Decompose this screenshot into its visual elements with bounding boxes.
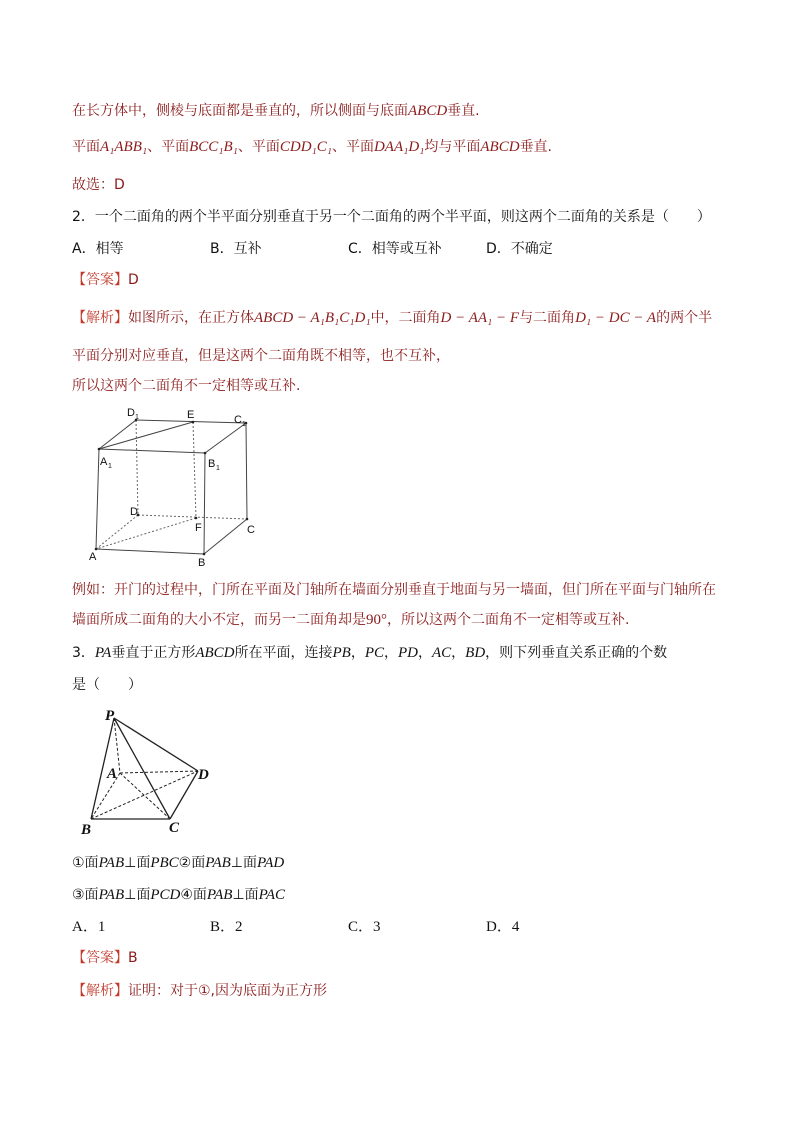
text-segment: ，所以这两个二面角不一定相等或互补. bbox=[387, 612, 630, 628]
label-e: E bbox=[187, 409, 195, 421]
q2-solution-line-2: 平面分别对应垂直，但是这两个二面角既不相等，也不互补， bbox=[72, 348, 450, 364]
text-segment: 如图所示，在正方体 bbox=[128, 310, 254, 326]
math-abcd: ABCD bbox=[195, 645, 235, 661]
text-segment: 、平面 bbox=[331, 139, 374, 155]
q3-option-d: D．4 bbox=[486, 919, 520, 935]
label-sub: 1 bbox=[216, 465, 220, 472]
question-number: 3． bbox=[72, 645, 95, 661]
q2-option-d: D．不确定 bbox=[486, 241, 553, 257]
q2-answer bbox=[72, 270, 139, 290]
math-cube: ABCD − A₁B₁C₁D₁ bbox=[254, 310, 371, 326]
text-segment: 的两个半 bbox=[656, 310, 713, 326]
math-pcd: PCD bbox=[150, 887, 181, 903]
label-b: B bbox=[81, 822, 92, 838]
math-abcd: ABCD bbox=[480, 139, 520, 155]
text-segment: 、平面 bbox=[237, 139, 280, 155]
label-d: D bbox=[198, 767, 209, 783]
cube-figure bbox=[86, 404, 266, 566]
math-pd: PD bbox=[398, 645, 418, 661]
math-plane-4: DAA₁D₁ bbox=[373, 139, 425, 155]
math-plane-1: A₁ABB₁ bbox=[100, 139, 148, 155]
perp-symbol: ⊥面 bbox=[232, 887, 259, 903]
separator: ， bbox=[384, 645, 398, 661]
q3-option-b: B．2 bbox=[210, 919, 243, 935]
separator: ， bbox=[418, 645, 432, 661]
text-segment: 垂直于正方形 bbox=[111, 645, 196, 661]
math-pad: PAD bbox=[257, 855, 285, 871]
choice-line: 故选：D bbox=[72, 177, 125, 193]
question-2-stem: 2．一个二面角的两个半平面分别垂直于另一个二面角的两个半平面，则这两个二面角的关系是（ ） bbox=[72, 209, 711, 225]
solution-tag: 【解析】 bbox=[72, 983, 128, 999]
label-c1: C bbox=[234, 414, 242, 426]
q2-solution-line-3: 所以这两个二面角不一定相等或互补. bbox=[72, 378, 301, 394]
math-pb: PB bbox=[332, 645, 351, 661]
q3-answer bbox=[72, 948, 138, 968]
math-ac: AC bbox=[432, 645, 452, 661]
label-f: F bbox=[195, 522, 202, 534]
answer-value: D bbox=[128, 272, 139, 288]
label-sub: 1 bbox=[135, 414, 139, 421]
q2-option-a: A．相等 bbox=[72, 241, 124, 257]
q2-option-b: B．互补 bbox=[210, 241, 262, 257]
label-sub: 1 bbox=[108, 463, 112, 470]
math-pab: PAB bbox=[206, 887, 233, 903]
math-plane-2: BCC₁B₁ bbox=[189, 139, 238, 155]
q3-solution bbox=[72, 981, 327, 1001]
text-line-2 bbox=[72, 137, 552, 157]
label-p: P bbox=[105, 708, 115, 724]
math-pc: PC bbox=[364, 645, 384, 661]
separator: ， bbox=[451, 645, 466, 661]
q3-option-c: C．3 bbox=[348, 919, 381, 935]
text-line-1 bbox=[72, 101, 480, 121]
math-pab: PAB bbox=[98, 887, 125, 903]
math-abcd: ABCD bbox=[408, 103, 448, 119]
label-b1: B bbox=[208, 458, 216, 470]
separator: ， bbox=[350, 645, 365, 661]
text-segment: 垂直. bbox=[519, 139, 553, 155]
math-90-degrees: 90° bbox=[366, 612, 387, 628]
label-sub: 1 bbox=[242, 421, 246, 428]
math-dihedral-1: D − AA₁ − F bbox=[440, 310, 520, 326]
label-c: C bbox=[247, 524, 255, 536]
q2-solution-line-1 bbox=[72, 308, 712, 328]
text-segment: 、平面 bbox=[147, 139, 190, 155]
text-segment: 与二面角 bbox=[519, 310, 576, 326]
text-segment: 墙面所成二面角的大小不定，而另一二面角却是 bbox=[72, 612, 366, 628]
answer-tag: 【答案】 bbox=[72, 272, 128, 288]
text-segment: 在长方体中，侧棱与底面都是垂直的，所以侧面与底面 bbox=[72, 103, 408, 119]
math-pa: PA bbox=[94, 645, 112, 661]
math-pac: PAC bbox=[258, 887, 286, 903]
solution-tag: 【解析】 bbox=[72, 310, 128, 326]
q3-option-a: A．1 bbox=[72, 919, 106, 935]
pyramid-figure bbox=[78, 706, 218, 838]
math-bd: BD bbox=[465, 645, 486, 661]
perp-symbol: ⊥面 bbox=[124, 855, 151, 871]
text-segment: 均与平面 bbox=[424, 139, 481, 155]
text-segment: ，则下列垂直关系正确的个数 bbox=[485, 645, 668, 661]
solution-text: 证明：对于①,因为底面为正方形 bbox=[128, 983, 328, 999]
text-segment: 中，二面角 bbox=[370, 310, 441, 326]
example-line-1: 例如：开门的过程中，门所在平面及门轴所在墙面分别垂直于地面与另一墙面，但门所在平面与门轴所在 bbox=[72, 582, 716, 598]
text-segment: ①面 bbox=[72, 855, 99, 871]
label-a: A bbox=[107, 766, 118, 782]
relations-line-1 bbox=[72, 853, 284, 873]
label-d: D bbox=[130, 506, 138, 518]
perp-symbol: ⊥面 bbox=[124, 887, 151, 903]
text-segment: 平面 bbox=[72, 139, 100, 155]
label-c: C bbox=[169, 820, 180, 836]
text-segment: ③面 bbox=[72, 887, 99, 903]
label-a1: A bbox=[100, 456, 108, 468]
answer-value: B bbox=[128, 950, 138, 966]
perp-symbol: ⊥面 bbox=[230, 855, 257, 871]
example-line-2 bbox=[72, 610, 629, 630]
q2-option-c: C．相等或互补 bbox=[348, 241, 442, 257]
text-segment: 所在平面，连接 bbox=[234, 645, 333, 661]
label-d1: D bbox=[127, 407, 135, 419]
text-segment: ②面 bbox=[178, 855, 206, 871]
math-dihedral-2: D₁ − DC − A bbox=[575, 310, 657, 326]
relations-line-2 bbox=[72, 885, 285, 905]
text-segment: ④面 bbox=[180, 887, 207, 903]
label-b: B bbox=[198, 557, 206, 566]
question-3-stem bbox=[72, 643, 667, 663]
text-segment: 垂直. bbox=[447, 103, 480, 119]
label-a: A bbox=[89, 551, 97, 563]
math-pab: PAB bbox=[205, 855, 231, 871]
math-pab: PAB bbox=[98, 855, 125, 871]
math-pbc: PBC bbox=[150, 855, 179, 871]
math-plane-3: CDD₁C₁ bbox=[279, 139, 332, 155]
answer-tag: 【答案】 bbox=[72, 950, 128, 966]
question-3-stem-2: 是（ ） bbox=[72, 677, 142, 693]
